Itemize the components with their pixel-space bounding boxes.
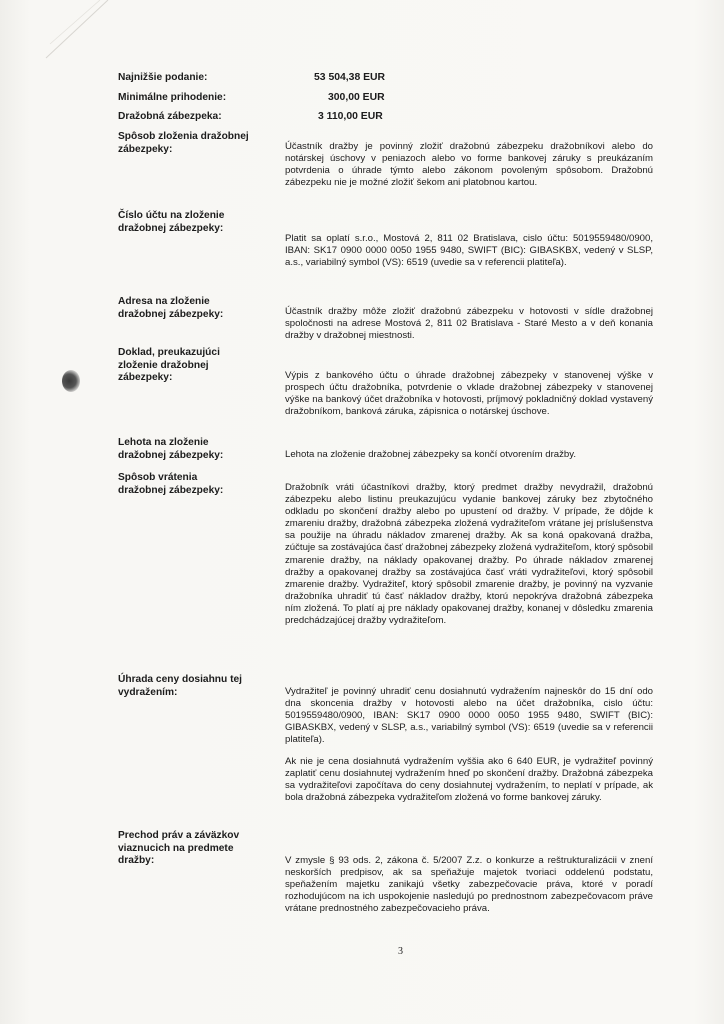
lowest-bid-value: 53 504,38 EUR [314, 72, 386, 83]
section-text-rights-transfer: V zmysle § 93 ods. 2, zákona č. 5/2007 Z.z. o konkurze a reštrukturalizácii v znení neskorších predpisov, ak sa speňažuje majetok tvoriaci oddelenú podstatu, speňažením majetku zanikajú všetky zabezpečovacie práva, ktoré v poradí rozhodujúcom na ich uspokojenie nasledujú po prednostnom zabezpečovacom práve vrátane prednostného zabezpečovacieho práva. [285, 855, 653, 915]
min-increment-label: Minimálne prihodenie: [118, 92, 227, 103]
section-label-rights-transfer: Prechod práv a záväzkov viaznucich na predmete dražby: [118, 830, 240, 867]
section-text-deposit-deadline: Lehota na zloženie dražobnej zábezpeky sa končí otvorením dražby. [285, 449, 577, 460]
section-text-deposit-return: Dražobník vráti účastníkovi dražby, ktorý predmet dražby nevydražil, dražobnú zábezpeku alebo listinu preukazujúcu vydanie bankovej záruky bez zbytočného odkladu po skončení dražby alebo po upustení od dražby. V prípade, že dôjde k zmareniu dražby, dražobná zábezpeka zložená vydražiteľom vrátane jej príslušenstva sa použije na úhradu nákladov zmarenej dražby. Ak sa koná opakovaná dražba, zúčtuje sa zostávajúca časť dražobnej zábezpeky zložená vydražiteľom, ktorý spôsobil zmarenie dražby, na náklady opakovanej dražby. Po úhrade nákladov zmarenej dražby a opakovanej dražby sa zostávajúca časť vráti vydražiteľovi, ktorý spôsobil zmarenie dražby. Vydražiteľ, ktorý spôsobil zmarenie dražby, je povinný na vyzvanie dražobníka uhradiť tú časť nákladov dražby, ktorú nepokrýva dražobná zábezpeka ním zložená. To platí aj pre náklady opakovanej dražby, konanej v dôsledku zmarenia predchádzajúcej dražby vydražiteľom. [285, 482, 653, 627]
section-text-account-number: Platit sa oplatí s.r.o., Mostová 2, 811 02 Bratislava, cislo účtu: 5019559480/0900, IBAN: SK17 0900 0000 0050 1955 9480, SWIFT (BIC): GIBASKBX, vedený v SLSP, a.s., variabilný symbol (VS): 6519 (uvedie sa v referencii platiteľa). [285, 233, 653, 269]
min-increment-value: 300,00 EUR [328, 92, 385, 103]
paper-crease [40, 0, 110, 60]
section-label-deposit-return: Spôsob vrátenia dražobnej zábezpeky: [118, 472, 224, 496]
deposit-label: Dražobná zábezpeka: [118, 111, 222, 122]
section-text-deposit-address: Účastník dražby môže zložiť dražobnú zábezpeku v hotovosti v sídle dražobnej spoločnosti na adrese Mostová 2, 811 02 Bratislava - Staré Mesto a v deň konania dražby v dražobnej miestnosti. [285, 306, 653, 342]
section-label-price-payment: Úhrada ceny dosiahnu tej vydražením: [118, 674, 242, 698]
lowest-bid-label: Najnižšie podanie: [118, 72, 208, 83]
deposit-value: 3 110,00 EUR [318, 111, 383, 122]
section-label-deposit-method: Spôsob zloženia dražobnej zábezpeky: [118, 131, 249, 155]
section-label-deposit-address: Adresa na zloženie dražobnej zábezpeky: [118, 296, 224, 320]
section-label-account-number: Číslo účtu na zloženie dražobnej zábezpeky: [118, 210, 225, 234]
section-label-deposit-deadline: Lehota na zloženie dražobnej zábezpeky: [118, 437, 224, 461]
section-text-deposit-method: Účastník dražby je povinný zložiť dražobnú zábezpeku dražobníkovi alebo do notárskej úschovy v peniazoch alebo vo forme bankovej záruky s preukázaním potvrdenia o úhrade týmto alebo zákonom povoleným spôsobom. Dražobnú zábezpeku nie je možné zložiť šekom ani platobnou kartou. [285, 141, 653, 189]
section-text-price-payment-1: Vydražiteľ je povinný uhradiť cenu dosiahnutú vydražením najneskôr do 15 dní odo dna skoncenia dražby v hotovosti alebo na účet dražobníka, cislo účtu: 5019559480/0900, IBAN: SK17 0900 0000 0050 1955 9480, SWIFT (BIC): GIBASKBX, vedený v SLSP, a.s., variabilný symbol (VS): 6519 (uvedie sa v referencii platiteľa). [285, 686, 653, 746]
section-text-price-payment-2: Ak nie je cena dosiahnutá vydražením vyššia ako 6 640 EUR, je vydražiteľ povinný zaplatiť cenu dosiahnutej vydražením hneď po skončení dražby. Dražobná zábezpeka sa vydražiteľovi započítava do ceny dosiahnutej vydražením, to neplatí v prípade, ak bola dražobná zábezpeka vydražiteľom zložená vo forme bankovej záruky. [285, 756, 653, 804]
section-text-proof-document: Výpis z bankového účtu o úhrade dražobnej zábezpeky v stanovenej výške v prospech účtu dražobníka, potvrdenie o vklade dražobnej zábezpeky v stanovenej výške na bankový účet dražobníka v hotovosti, príjmový pokladničný doklad vystavený dražobníkom, banková záruka, zápisnica o notárskej úschove. [285, 370, 653, 418]
page-number: 3 [398, 946, 403, 957]
section-label-proof-document: Doklad, preukazujúci zloženie dražobnej zábezpeky: [118, 347, 220, 384]
punch-hole [62, 370, 80, 392]
